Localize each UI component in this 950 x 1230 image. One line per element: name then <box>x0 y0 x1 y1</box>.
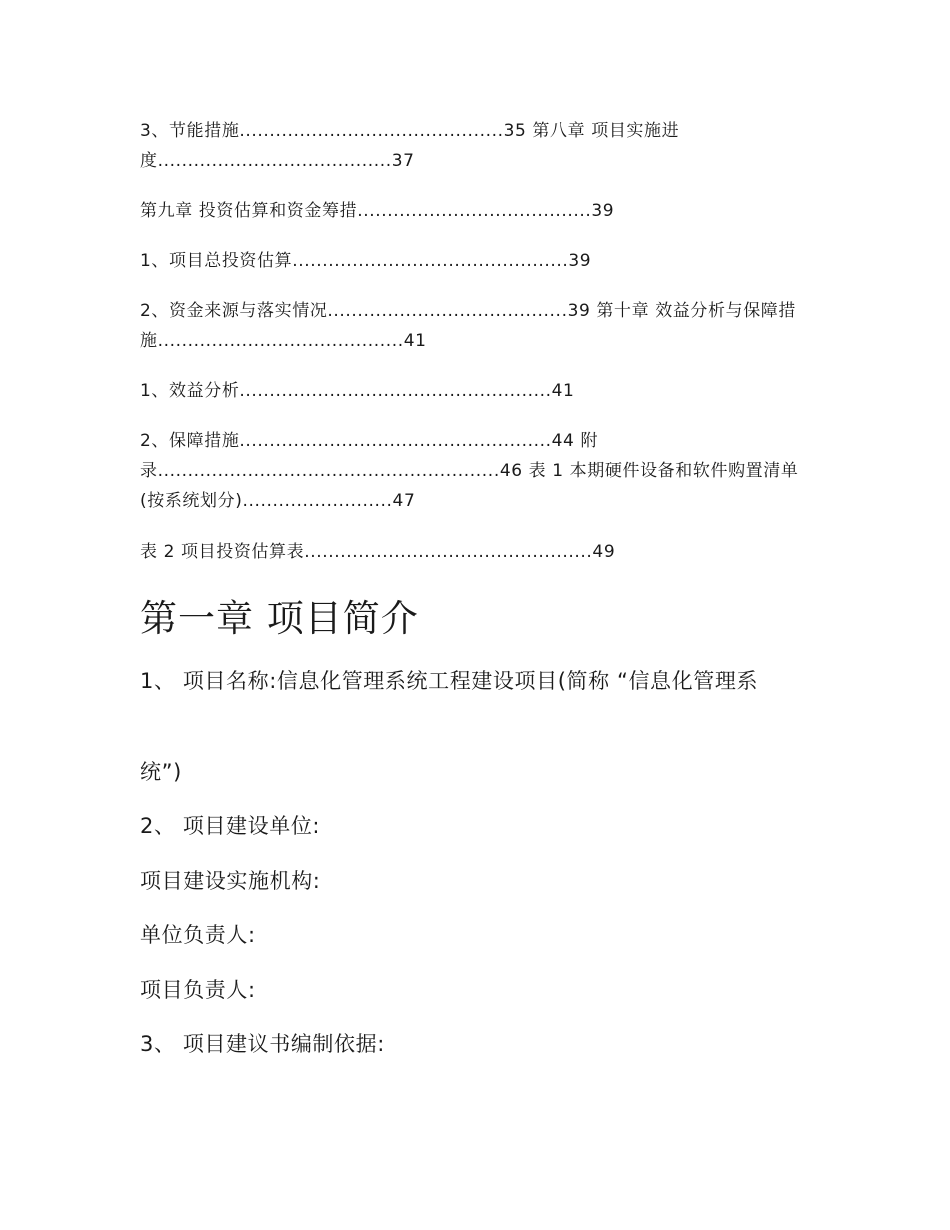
chapter-title: 第一章 项目简介 <box>140 597 419 640</box>
toc-entry-total-investment: 1、项目总投资估算..............................................39 <box>140 251 592 271</box>
project-name-continuation: 统”) <box>140 760 182 784</box>
toc-entry-safeguards: 2、保障措施....................................................44 附录.........................................................46 表 1 本期硬件设备和软件购置清单(按系统划分).........................47 <box>140 431 799 511</box>
toc-entry-chapter-9: 第九章 投资估算和资金筹措.......................................39 <box>140 201 615 221</box>
toc-entry-benefit-analysis: 1、效益分析....................................................41 <box>140 381 575 401</box>
implementing-agency-field: 项目建设实施机构: <box>140 869 321 893</box>
toc-entry-fund-source: 2、资金来源与落实情况........................................39 第十章 效益分析与保障措施.........................................41 <box>140 301 797 351</box>
project-head-field: 项目负责人: <box>140 978 256 1002</box>
unit-head-field: 单位负责人: <box>140 923 256 947</box>
toc-entry-energy-saving: 3、节能措施............................................35 第八章 项目实施进度.......................................37 <box>140 121 680 171</box>
proposal-basis-item: 3、 项目建议书编制依据: <box>140 1032 385 1056</box>
toc-entry-table-2: 表 2 项目投资估算表................................................49 <box>140 542 616 562</box>
project-name-item: 1、 项目名称:信息化管理系统工程建设项目(简称 “信息化管理系 <box>140 669 759 693</box>
construction-unit-item: 2、 项目建设单位: <box>140 814 321 838</box>
